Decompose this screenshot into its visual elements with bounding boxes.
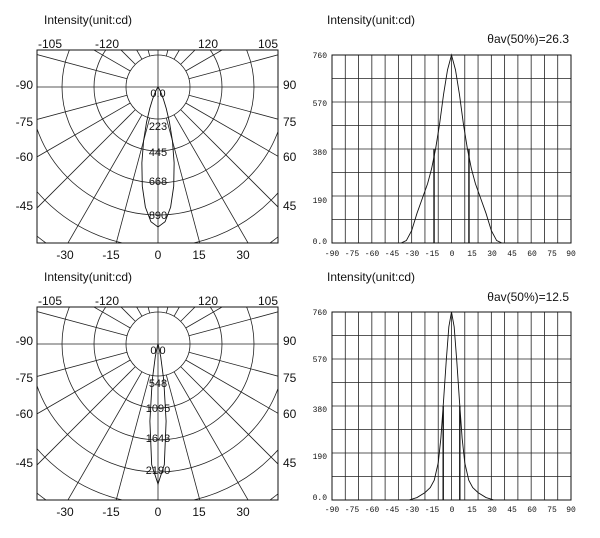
polar-chart-1-angle-label: 90 [283,78,297,92]
polar-grid-spoke [181,367,441,538]
polar-chart-1-radial-label: 0.0 [150,88,166,100]
cartesian-chart-1-y-tick-label: 570 [312,100,327,109]
cartesian-chart-2-y-tick-label: 760 [312,309,327,318]
cartesian-chart-2-grid [332,312,571,500]
cartesian-chart-2-x-tick-label: 30 [487,506,497,515]
cartesian-chart-1-y-tick-label: 760 [312,52,327,61]
cartesian-chart-2-y-tick-label: 190 [312,453,327,462]
cartesian-chart-2-x-tick-label: 60 [527,506,537,515]
cartesian-chart-1-x-tick-label: -90 [324,250,340,259]
polar-chart-2-title: Intensity(unit:cd) [44,270,133,284]
polar-chart-2-angle-label: 30 [236,505,250,519]
cartesian-chart-2-x-tick-label: -45 [384,506,400,515]
polar-chart-1-angle-label: 75 [283,115,297,129]
polar-chart-2-angle-label: 120 [197,294,219,308]
polar-chart-1-angle-label: 105 [257,37,279,51]
cartesian-chart-2-x-tick-label: -75 [344,506,360,515]
polar-chart-2-angle-label: -120 [94,294,120,308]
cartesian-chart-2-x-tick-label: 15 [467,506,477,515]
polar-chart-1-angle-label: -75 [15,115,33,129]
polar-chart-2-angle-label: -30 [56,505,74,519]
cartesian-chart-1-x-tick-label: -15 [424,250,440,259]
cartesian-chart-2-x-tick-label: -15 [424,506,440,515]
cartesian-chart-1-x-tick-label: -45 [384,250,400,259]
cartesian-chart-1-x-tick-label: 60 [527,250,537,259]
cartesian-chart-1-y-tick-label: 0.0 [312,238,327,247]
cartesian-chart-1-y-tick-label: 190 [312,197,327,206]
polar-chart-2-angle-label: 0 [154,505,162,519]
cartesian-chart-2-y-tick-label: 380 [312,406,327,415]
polar-chart-2-angle-label: 75 [283,371,297,385]
polar-chart-2-radial-label: 2190 [145,465,171,477]
polar-grid-spoke [0,110,135,370]
cartesian-chart-2-x-tick-label: 75 [547,506,557,515]
cartesian-chart-2-x-tick-label: 90 [566,506,576,515]
polar-chart-2-angle-label: -75 [15,371,33,385]
polar-chart-1-angle-label: -45 [15,199,33,213]
polar-chart-1-radial-label: 668 [148,176,168,188]
cartesian-chart-1 [313,13,576,259]
polar-chart-2-angle-label: 15 [192,505,206,519]
polar-chart-1-angle-label: -15 [102,248,120,262]
cartesian-chart-2-x-tick-label: -90 [324,506,340,515]
polar-chart-1-angle-label: -60 [15,150,33,164]
cartesian-chart-2 [313,270,576,515]
polar-chart-1-radial-label: 223 [148,121,168,133]
polar-chart-1-angle-label: 120 [197,37,219,51]
polar-chart-2-angle-label: 45 [283,456,297,470]
polar-chart-2-angle-label: 60 [283,407,297,421]
cartesian-chart-2-beam-angle-annotation: θav(50%)=12.5 [487,290,569,304]
polar-chart-1-angle-label: 45 [283,199,297,213]
cartesian-chart-1-y-tick-label: 380 [312,149,327,158]
polar-chart-2-angle-label: -60 [15,407,33,421]
cartesian-chart-1-x-tick-label: -60 [364,250,380,259]
cartesian-chart-1-x-tick-label: 75 [547,250,557,259]
polar-chart-1-radial-label: 445 [148,147,168,159]
cartesian-chart-1-title: Intensity(unit:cd) [327,13,416,27]
polar-chart-2-radial-label: 1095 [145,403,171,415]
cartesian-chart-1-beam-angle-annotation: θav(50%)=26.3 [487,32,569,46]
cartesian-chart-1-x-tick-label: -75 [344,250,360,259]
cartesian-chart-1-x-tick-label: 15 [467,250,477,259]
polar-chart-1-title: Intensity(unit:cd) [44,13,133,27]
cartesian-chart-1-x-tick-label: -30 [404,250,420,259]
cartesian-chart-1-x-tick-label: 30 [487,250,497,259]
polar-chart-1-radial-label: 890 [148,210,168,222]
polar-chart-1-angle-label: -30 [56,248,74,262]
polar-chart-1-angle-label: 30 [236,248,250,262]
polar-grid-spoke [0,95,127,190]
polar-chart-2-radial-label: 1643 [145,433,171,445]
polar-chart-2-angle-label: 105 [257,294,279,308]
cartesian-chart-2-x-tick-label: 45 [507,506,517,515]
cartesian-chart-1-x-tick-label: 90 [566,250,576,259]
polar-chart-2-angle-label: 90 [283,334,297,348]
polar-chart-1-angle-label: -120 [94,37,120,51]
polar-chart-1-angle-label: 15 [192,248,206,262]
cartesian-chart-2-y-tick-label: 0.0 [312,494,327,503]
cartesian-chart-1-grid [332,55,571,243]
cartesian-chart-2-y-tick-label: 570 [312,356,327,365]
polar-chart-2-angle-label: -15 [102,505,120,519]
polar-chart-2-radial-label: 548 [148,378,168,390]
polar-chart-2-angle-label: -105 [37,294,63,308]
cartesian-chart-2-title: Intensity(unit:cd) [327,270,416,284]
cartesian-chart-1-x-tick-label: 45 [507,250,517,259]
polar-chart-2-angle-label: -45 [15,456,33,470]
polar-chart-1-angle-label: -105 [37,37,63,51]
polar-chart-1-angle-label: 0 [154,248,162,262]
cartesian-chart-2-x-tick-label: -30 [404,506,420,515]
cartesian-chart-2-x-tick-label: 0 [449,506,455,515]
cartesian-chart-1-x-tick-label: 0 [449,250,455,259]
polar-chart-2-radial-label: 0.0 [150,345,166,357]
polar-chart-1-angle-label: 60 [283,150,297,164]
polar-chart-2-angle-label: -90 [15,334,33,348]
polar-chart-1-angle-label: -90 [15,78,33,92]
cartesian-chart-2-x-tick-label: -60 [364,506,380,515]
polar-grid-spoke [0,352,127,447]
polar-grid-spoke [0,0,133,71]
